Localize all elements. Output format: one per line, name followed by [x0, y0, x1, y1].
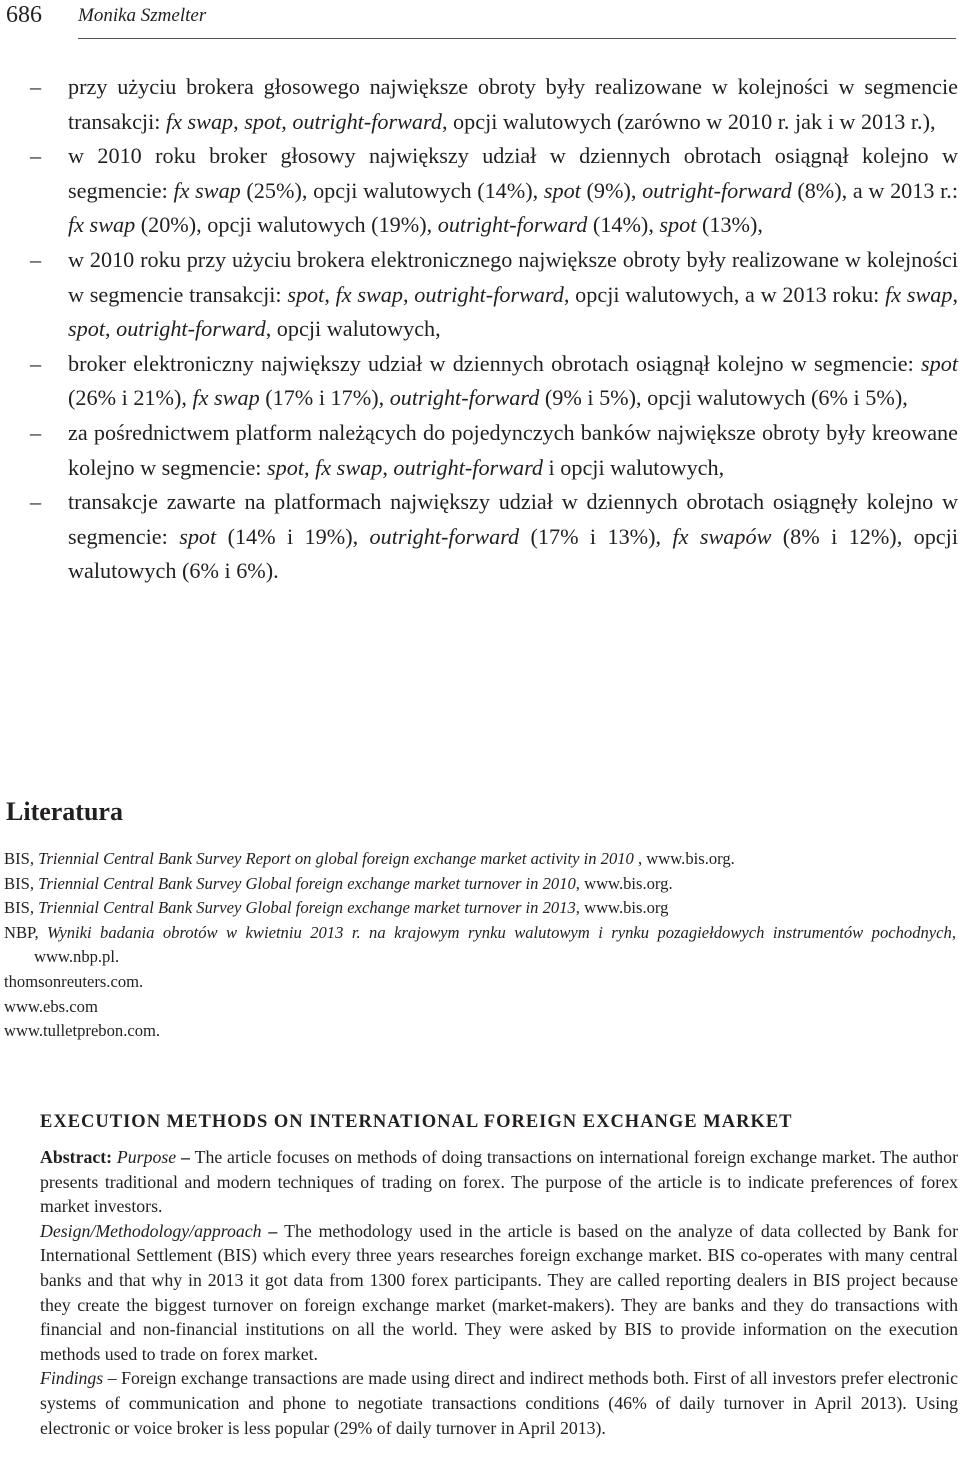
- text-run: (9%),: [580, 177, 643, 203]
- italic-text: outright-forward: [437, 212, 588, 238]
- italic-text: Findings: [40, 1368, 104, 1389]
- italic-text: spot: [267, 454, 305, 480]
- reference-item: [4, 921, 956, 970]
- text-run: –: [261, 1220, 285, 1241]
- bullet-list: [30, 70, 958, 589]
- text-run: ,: [952, 281, 959, 307]
- text-run: , www.nbp.pl.: [34, 922, 956, 967]
- italic-text: fx swap: [315, 454, 383, 480]
- text-run: BIS,: [4, 873, 39, 893]
- text-run: (17% i 13%),: [519, 523, 673, 549]
- abstract-title: EXECUTION METHODS ON INTERNATIONAL FOREIGN EXCHANGE MARKET: [40, 1112, 793, 1132]
- text-run: , www.bis.org.: [575, 873, 673, 893]
- page-number: 686: [6, 2, 42, 28]
- italic-text: spot: [287, 281, 325, 307]
- text-run: –: [176, 1147, 195, 1167]
- text-run: , opcji walutowych (zarówno w 2010 r. jak i w 2013 r.),: [441, 108, 936, 134]
- text-run: (25%), opcji walutowych (14%),: [240, 177, 544, 203]
- italic-text: spot: [659, 212, 697, 238]
- text-run: The article focuses on methods of doing transactions on international foreign exchange market. The author presents traditional and modern techniques of trading on forex. The purpose of the article is to indicate preferences of forex market investors.: [40, 1147, 958, 1217]
- text-run: www.ebs.com: [4, 996, 98, 1016]
- text-run: , opcji walutowych,: [265, 316, 441, 342]
- bullet-dash: –: [30, 419, 42, 445]
- bullet-item: [30, 416, 958, 485]
- italic-text: outright-forward: [414, 281, 564, 307]
- reference-item: [4, 847, 956, 872]
- abstract-body: [40, 1145, 958, 1440]
- bullet-item: [30, 347, 958, 416]
- text-run: transakcje zawarte na platformach największy udział w dziennych obrotach osiągnęły kolejno w segmencie:: [68, 489, 958, 549]
- text-run: w 2010 roku broker głosowy największy udział w dziennych obrotach osiągnął kolejno w segmencie:: [68, 143, 958, 203]
- text-run: ,: [105, 316, 117, 342]
- text-run: www.tulletprebon.com.: [4, 1021, 161, 1041]
- bullet-item: [30, 243, 958, 347]
- text-run: ,: [304, 454, 316, 480]
- text-run: broker elektroniczny największy udział w dziennych obrotach osiągnął kolejno w segmencie:: [68, 350, 921, 376]
- text-run: – Foreign exchange transactions are made using direct and indirect methods both. First of all investors prefer electronic systems of communication and phone to negotiate transactions conditions (46% of daily turnover in April 2013). Using electronic or voice broker is less popular (29% of daily turnover in April 2013).: [40, 1368, 958, 1438]
- text-run: Abstract:: [40, 1147, 117, 1167]
- text-run: (8% i 12%), opcji walutowych (6% i 6%).: [68, 523, 958, 584]
- text-run: , opcji walutowych, a w 2013 roku:: [563, 281, 886, 307]
- text-run: i opcji walutowych,: [543, 454, 725, 480]
- reference-list: [4, 847, 956, 1044]
- text-run: thomsonreuters.com.: [4, 971, 144, 991]
- italic-text: fx swap: [885, 281, 953, 307]
- bullet-dash: –: [30, 143, 42, 169]
- text-run: (17% i 17%),: [259, 385, 390, 411]
- text-run: (14%),: [587, 212, 660, 238]
- italic-text: outright-forward: [369, 523, 520, 549]
- italic-text: outright-forward: [292, 108, 442, 134]
- reference-item: [4, 995, 956, 1020]
- text-run: (14% i 19%),: [216, 523, 370, 549]
- italic-text: outright-forward: [642, 177, 792, 203]
- text-run: ,: [382, 454, 394, 480]
- running-head: Monika Szmelter: [78, 5, 207, 26]
- italic-text: fx swap: [68, 212, 136, 238]
- italic-text: fx swap: [192, 385, 260, 411]
- text-run: (13%),: [696, 212, 763, 238]
- reference-item: [4, 872, 956, 897]
- text-run: BIS,: [4, 849, 39, 868]
- italic-text: spot: [921, 350, 958, 376]
- italic-text: outright-forward: [389, 385, 540, 411]
- text-run: (20%), opcji walutowych (19%),: [135, 212, 438, 238]
- text-run: w 2010 roku przy użyciu brokera elektronicznego największe obroty były realizowane w kolejności w segmencie transakcji:: [68, 246, 958, 307]
- text-run: (26% i 21%),: [68, 385, 193, 411]
- text-run: ,: [281, 108, 293, 134]
- abstract-paragraph: [40, 1145, 958, 1219]
- text-run: za pośrednictwem platform należących do pojedynczych banków największe obroty były kreowane kolejno w segmencie:: [68, 419, 958, 480]
- italic-text: spot: [68, 316, 105, 342]
- italic-text: Purpose: [116, 1147, 177, 1167]
- text-run: ,: [324, 281, 336, 307]
- text-run: BIS,: [4, 898, 39, 918]
- italic-text: Triennial Central Bank Survey Global foreign exchange market turnover in 2010: [38, 873, 576, 893]
- italic-text: fx swapów: [672, 523, 772, 549]
- text-run: NBP,: [4, 922, 48, 942]
- reference-item: [4, 896, 956, 921]
- text-run: przy użyciu brokera głosowego największe obroty były realizowane w kolejności w segmencie transakcji:: [68, 74, 958, 134]
- italic-text: spot: [244, 108, 282, 134]
- bullet-item: [30, 70, 958, 139]
- abstract-paragraph: [40, 1366, 958, 1440]
- text-run: The methodology used in the article is based on the analyze of data collected by Bank for International Settlement (BIS) which every three years researches foreign exchange market. BIS co-operates with many central banks and that why in 2013 it got data from 1300 forex participants. They are called reporting dealers in BIS project because they create the biggest turnover on foreign exchange market (market-makers). They are banks and they do transactions with financial and non-financial institutions on all the world. They were asked by BIS to provide information on the execution methods used to trade on forex market.: [40, 1220, 958, 1364]
- bullet-item: [30, 139, 958, 243]
- text-run: (8%), a w 2013 r.:: [791, 177, 958, 203]
- text-run: , www.bis.org: [575, 898, 669, 918]
- abstract-paragraph: [40, 1219, 958, 1367]
- bullet-dash: –: [30, 246, 42, 272]
- italic-text: fx swap: [173, 177, 241, 203]
- italic-text: spot: [179, 523, 217, 549]
- italic-text: fx swap: [165, 108, 234, 134]
- reference-item: [4, 970, 956, 995]
- text-run: (9% i 5%), opcji walutowych (6% i 5%),: [539, 385, 908, 411]
- italic-text: spot: [543, 177, 581, 203]
- literature-heading: Literatura: [6, 797, 123, 826]
- italic-text: fx swap: [335, 281, 403, 307]
- bullet-item: [30, 485, 958, 589]
- italic-text: Design/Methodology/approach: [40, 1220, 262, 1241]
- header-rule: [78, 38, 956, 39]
- bullet-dash: –: [30, 489, 42, 515]
- bullet-dash: –: [30, 74, 42, 99]
- text-run: ,: [403, 281, 415, 307]
- italic-text: outright-forward: [393, 454, 543, 480]
- italic-text: Triennial Central Bank Survey Global foreign exchange market turnover in 2013: [38, 898, 576, 918]
- page-header: [6, 0, 956, 40]
- reference-item: [4, 1019, 956, 1044]
- bullet-dash: –: [30, 350, 42, 376]
- italic-text: Triennial Central Bank Survey Report on global foreign exchange market activity in 2010: [38, 849, 634, 868]
- text-run: , www.bis.org.: [633, 849, 735, 868]
- text-run: ,: [233, 108, 245, 134]
- italic-text: outright-forward: [116, 316, 266, 342]
- italic-text: Wyniki badania obrotów w kwietniu 2013 r. na krajowym rynku walutowym i rynku pozagiełdowych instrumentów pochodnych: [47, 922, 952, 942]
